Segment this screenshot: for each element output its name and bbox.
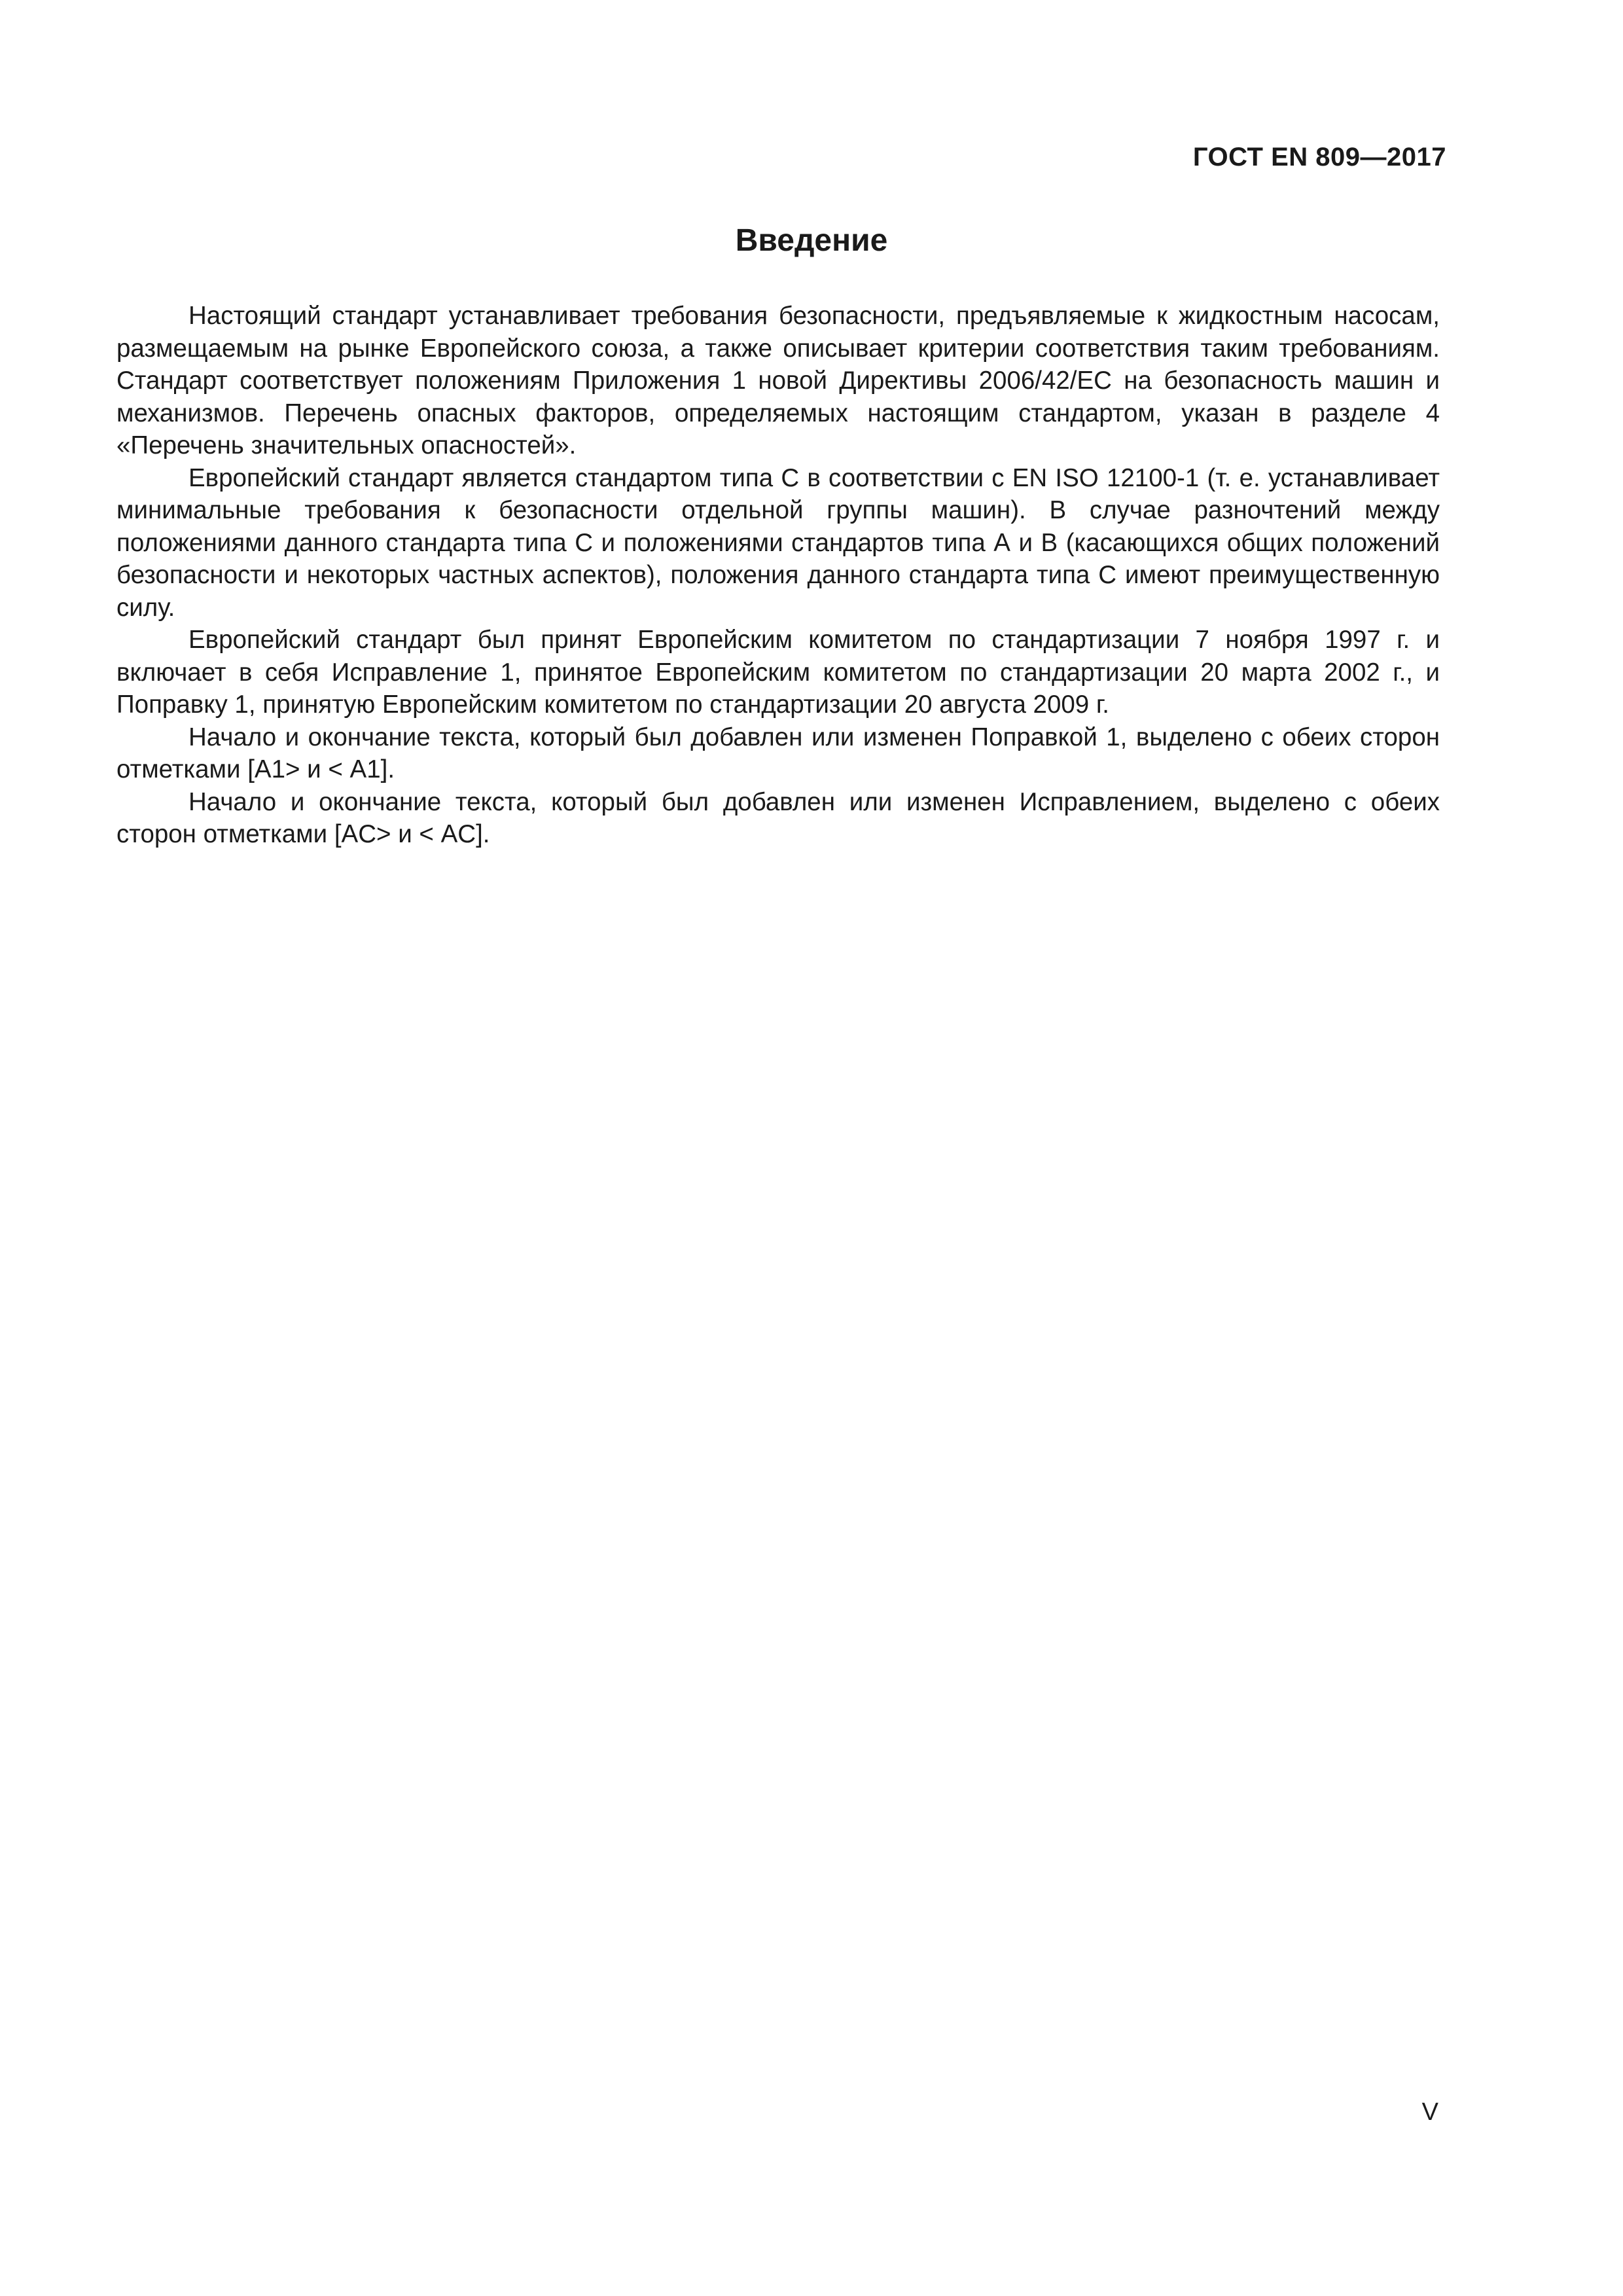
page-number: V <box>1421 2098 1438 2126</box>
paragraph-2: Европейский стандарт является стандартом типа С в соответствии с EN ISO 12100-1 (т. е. устанавливает минимальные требования к безопасности отдельной группы машин). В случае разночтений между положениями данного стандарта типа С и положениями стандартов типа А и В (касающихся общих положений безопасности и некоторых частных аспектов), положения данного стандарта типа С имеют преимущественную силу. <box>116 463 1440 622</box>
paragraph-5: Начало и окончание текста, который был добавлен или изменен Исправлением, выделено с обеих сторон отметками [AC> и < AC]. <box>116 787 1440 848</box>
paragraph-3: Европейский стандарт был принят Европейским комитетом по стандартизации 7 ноября 1997 г. и включает в себя Исправление 1, принятое Европейским комитетом по стандартизации 20 марта 2002 г., и Поправку 1, принятую Европейским комитетом по стандартизации 20 августа 2009 г. <box>116 626 1440 719</box>
document-header: ГОСТ EN 809—2017 <box>1192 143 1446 171</box>
paragraph-1: Настоящий стандарт устанавливает требования безопасности, предъявляемые к жидкостным насосам, размещаемым на рынке Европейского союза, а также описывает критерии соответствия таким требованиям. Стандарт соответствует положениям Приложения 1 новой Директивы 2006/42/ЕС на безопасность машин и механизмов. Перечень опасных факторов, определяемых настоящим стандартом, указан в разделе 4 «Перечень значительных опасностей». <box>116 302 1440 459</box>
section-title: Введение <box>735 223 888 258</box>
paragraph-4: Начало и окончание текста, который был добавлен или изменен Поправкой 1, выделено с обеих сторон отметками [A1> и < A1]. <box>116 723 1440 783</box>
body-text <box>116 300 1440 851</box>
